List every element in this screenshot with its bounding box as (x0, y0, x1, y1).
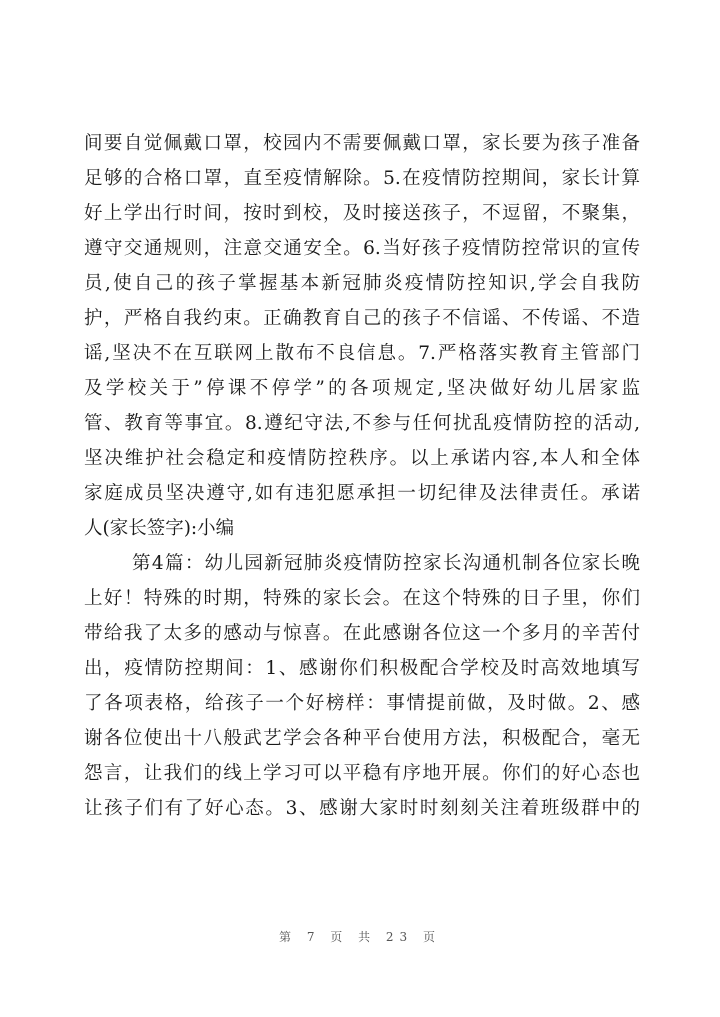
text-line: 管、教育等事宜。8.遵纪守法,不参与任何扰乱疫情防控的活动, (84, 413, 640, 434)
page-number: 第 7 页 共 23 页 (279, 930, 441, 944)
text-line: 员,使自己的孩子掌握基本新冠肺炎疫情防控知识,学会自我防 (84, 273, 640, 294)
text-line: 了各项表格，给孩子一个好榜样：事情提前做，及时做。2、感 (84, 693, 640, 714)
text-line: 家庭成员坚决遵守,如有违犯愿承担一切纪律及法律责任。承诺 (84, 483, 640, 504)
text-line: 坚决维护社会稳定和疫情防控秩序。以上承诺内容,本人和全体 (84, 448, 640, 469)
text-line: 护，严格自我约束。正确教育自己的孩子不信谣、不传谣、不造 (84, 308, 640, 329)
text-line: 及学校关于”停课不停学”的各项规定,坚决做好幼儿居家监 (84, 378, 640, 399)
body-text (84, 126, 640, 826)
text-line: 让孩子们有了好心态。3、感谢大家时时刻刻关注着班级群中的 (84, 798, 640, 819)
text-line: 间要自觉佩戴口罩，校园内不需要佩戴口罩，家长要为孩子准备 (84, 133, 640, 154)
text-line: 遵守交通规则，注意交通安全。6.当好孩子疫情防控常识的宣传 (84, 238, 640, 259)
text-line: 出，疫情防控期间：1、感谢你们积极配合学校及时高效地填写 (84, 658, 640, 679)
text-line: 好上学出行时间，按时到校，及时接送孩子，不逗留，不聚集， (84, 203, 640, 224)
text-line: 怨言，让我们的线上学习可以平稳有序地开展。你们的好心态也 (84, 763, 640, 784)
text-line: 带给我了太多的感动与惊喜。在此感谢各位这一个多月的辛苦付 (84, 623, 640, 644)
text-line: 谣,坚决不在互联网上散布不良信息。7.严格落实教育主管部门 (84, 343, 640, 364)
text-line: 上好！特殊的时期，特殊的家长会。在这个特殊的日子里，你们 (84, 588, 640, 609)
paragraph-heading-line: 第4篇：幼儿园新冠肺炎疫情防控家长沟通机制各位家长晚 (132, 553, 640, 574)
text-line: 人(家长签字):小编 (84, 518, 235, 539)
text-line: 谢各位使出十八般武艺学会各种平台使用方法，积极配合，毫无 (84, 728, 640, 749)
text-line: 足够的合格口罩，直至疫情解除。5.在疫情防控期间，家长计算 (84, 168, 640, 189)
